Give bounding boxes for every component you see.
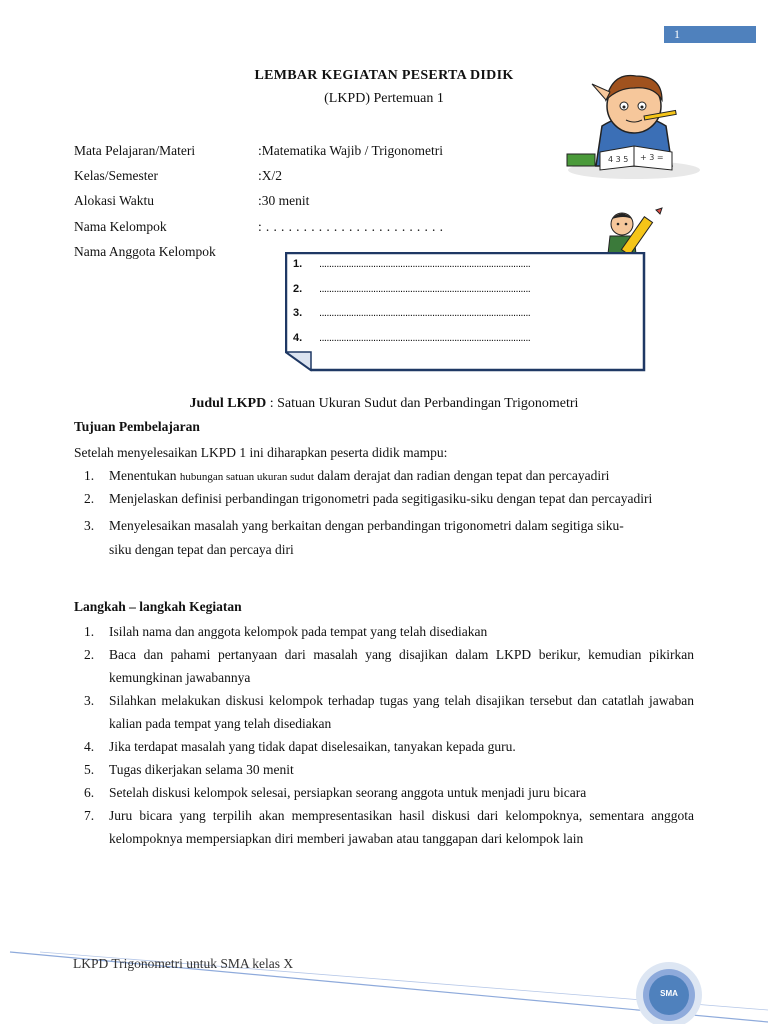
member-item[interactable] xyxy=(293,307,530,332)
footer-text: LKPD Trigonometri untuk SMA kelas X xyxy=(73,956,294,971)
objective-number: 2. xyxy=(84,491,95,506)
objective-number: 1. xyxy=(84,468,95,483)
step-text: Jika terdapat masalah yang tidak dapat diselesaikan, tanyakan kepada guru. xyxy=(109,739,516,754)
identity-label-subject: Mata Pelajaran/Materi xyxy=(74,143,196,158)
identity-label-time: Alokasi Waktu xyxy=(74,193,155,208)
lkpd-title-label: Judul LKPD xyxy=(189,396,267,411)
step-text: Baca dan pahami pertanyaan dari masalah yang disajikan dalam LKPD berikur, kemudian pikirkan kemungkinan jawabannya xyxy=(109,647,694,685)
identity-label-group: Nama Kelompok xyxy=(74,219,167,234)
identity-label-class: Kelas/Semester xyxy=(74,168,158,183)
member-number: 3. xyxy=(293,307,303,319)
identity-label-members: Nama Anggota Kelompok xyxy=(74,244,216,259)
step-number: 1. xyxy=(84,624,95,639)
objectives-heading: Tujuan Pembelajaran xyxy=(74,419,200,434)
step-number: 7. xyxy=(84,808,95,823)
objective-item xyxy=(84,514,704,562)
step-text: Juru bicara yang terpilih akan mempresentasikan hasil diskusi dari kelompoknya, sementara anggota kelompoknya mempersiapkan diri memberi jawaban atau tanggapan dari kelompok lain xyxy=(109,808,694,846)
document-title: LEMBAR KEGIATAN PESERTA DIDIK xyxy=(254,68,514,83)
member-item[interactable] xyxy=(293,332,530,357)
step-number: 3. xyxy=(84,693,95,708)
pencil-kid-illustration xyxy=(598,206,666,258)
member-item[interactable] xyxy=(293,258,530,283)
member-name-field[interactable]: ...................................................................................... xyxy=(319,331,531,344)
objective-item xyxy=(84,468,704,491)
member-name-field[interactable]: ...................................................................................... xyxy=(319,307,531,319)
objective-number: 3. xyxy=(84,518,95,533)
member-number: 1. xyxy=(293,258,303,270)
identity-value-class: :X/2 xyxy=(258,168,283,183)
step-text: Isilah nama dan anggota kelompok pada tempat yang telah disediakan xyxy=(109,624,488,639)
group-name-field[interactable]: : . . . . . . . . . . . . . . . . . . . . . . . . xyxy=(258,219,444,234)
step-item xyxy=(84,689,694,735)
svg-text:+ 3 =: + 3 = xyxy=(640,153,664,162)
lkpd-title-line xyxy=(0,396,768,412)
member-item[interactable] xyxy=(293,283,530,308)
step-text: Setelah diskusi kelompok selesai, persiapkan seorang anggota untuk menjadi juru bicara xyxy=(109,785,587,800)
member-list xyxy=(293,258,530,356)
objective-text xyxy=(109,468,704,491)
objective-text: Menyelesaikan masalah yang berkaitan dengan perbandingan trigonometri dalam segitiga siku-siku dengan tepat dan percaya diri xyxy=(109,518,624,557)
objectives-intro: Setelah menyelesaikan LKPD 1 ini diharapkan peserta didik mampu: xyxy=(74,445,448,460)
member-number: 2. xyxy=(293,282,303,295)
objective-text-part: dalam derajat dan radian dengan tepat dan percayadiri xyxy=(313,468,610,483)
step-item xyxy=(84,620,694,643)
studying-student-illustration xyxy=(562,66,707,181)
identity-value-time: :30 menit xyxy=(258,193,310,208)
step-number: 6. xyxy=(84,785,95,800)
member-name-field[interactable]: ...................................................................................... xyxy=(319,282,531,295)
lkpd-title-text: : Satuan Ukuran Sudut dan Perbandingan Trigonometri xyxy=(266,396,579,411)
step-item xyxy=(84,735,694,758)
member-name-field[interactable]: ...................................................................................... xyxy=(319,258,531,270)
steps-list xyxy=(84,620,694,850)
step-item xyxy=(84,643,694,689)
objective-text-part: Menentukan xyxy=(109,468,180,483)
svg-text:4 3 5: 4 3 5 xyxy=(608,155,629,164)
member-number: 4. xyxy=(293,331,303,344)
step-text: Tugas dikerjakan selama 30 menit xyxy=(109,762,294,777)
page-number: 1 xyxy=(664,26,756,43)
step-item xyxy=(84,804,694,850)
step-number: 5. xyxy=(84,762,95,777)
step-item xyxy=(84,781,694,804)
document-subtitle: (LKPD) Pertemuan 1 xyxy=(324,91,444,106)
step-text: Silahkan melakukan diskusi kelompok terhadap tugas yang telah disajikan tersebut dan catatlah jawaban kalian pada tempat yang telah disediakan xyxy=(109,693,694,731)
step-item xyxy=(84,758,694,781)
objective-item xyxy=(84,491,704,514)
objective-text-small: hubungan satuan ukuran sudut xyxy=(179,471,314,483)
step-number: 2. xyxy=(84,647,95,662)
objective-text: Menjelaskan definisi perbandingan trigonometri pada segitigasiku-siku dengan tepat dan percayadiri xyxy=(109,491,653,506)
footer-decoration xyxy=(0,930,768,1024)
identity-value-subject: :Matematika Wajib / Trigonometri xyxy=(258,143,444,158)
footer-badge: SMA xyxy=(660,989,678,998)
steps-heading: Langkah – langkah Kegiatan xyxy=(74,599,242,614)
member-list-box xyxy=(285,252,645,370)
step-number: 4. xyxy=(84,739,95,754)
objectives-list xyxy=(84,468,704,562)
